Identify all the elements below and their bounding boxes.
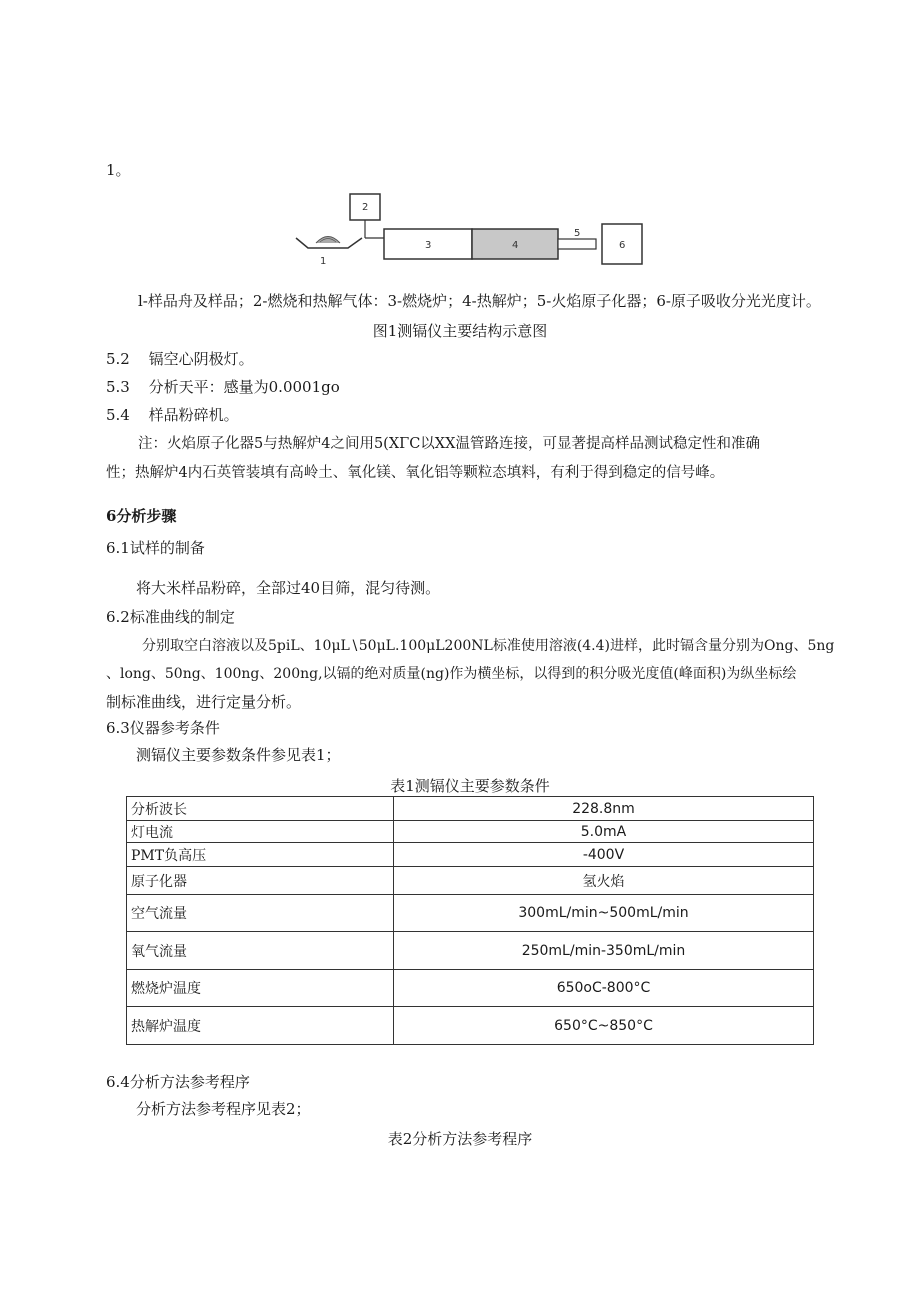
section-6-3-title: 6.3仪器参考条件 (106, 719, 220, 737)
table-row (127, 932, 814, 970)
section-6-2-line-1: 分别取空白溶液以及5piL、10μL∖50μL.100μL200NL标准使用溶液(4.4)进样，此时镉含量分别为Ong、5ng (142, 638, 835, 654)
label-4: 4 (512, 240, 519, 251)
param-name: 灯电流 (127, 821, 394, 843)
param-name: 原子化器 (127, 867, 394, 895)
instrument-structure-diagram (290, 186, 650, 270)
param-value: 650°C~850°C (394, 1007, 814, 1045)
param-name: 分析波长 (127, 797, 394, 821)
section-6-4-text: 分析方法参考程序见表2； (136, 1100, 311, 1118)
param-name: PMT负高压 (127, 843, 394, 867)
section-6-2-line-2: 、long、50ng、100ng、200ng,以镉的绝对质量(ng)作为横坐标，以得到的积分吸光度值(峰面积)为纵坐标绘 (106, 666, 797, 682)
section-6-3-text: 测镉仪主要参数条件参见表1； (136, 746, 341, 764)
section-6-title: 6分析步骤 (106, 507, 177, 525)
table-row (127, 970, 814, 1007)
page-top-fragment: 1。 (106, 161, 131, 179)
table-row (127, 797, 814, 821)
item-text: 样品粉碎机。 (148, 406, 239, 424)
item-5-4 (106, 405, 239, 425)
item-text: 分析天平：感量为0.0001go (148, 378, 340, 396)
section-6-2-title: 6.2标准曲线的制定 (106, 608, 235, 626)
label-3: 3 (425, 240, 432, 251)
table-row (127, 895, 814, 932)
label-5: 5 (574, 228, 581, 239)
note-line-2: 性；热解炉4内石英管装填有高岭土、氧化镁、氧化铝等颗粒态填料，有利于得到稳定的信号峰。 (106, 465, 725, 481)
table-row (127, 843, 814, 867)
sample-boat (296, 237, 362, 249)
figure-legend: l-样品舟及样品；2-燃烧和热解气体：3-燃烧炉；4-热解炉；5-火焰原子化器；6-原子吸收分光光度计。 (138, 292, 821, 310)
table-row (127, 867, 814, 895)
param-value: 氢火焰 (394, 867, 814, 895)
param-name: 空气流量 (127, 895, 394, 932)
item-text: 镉空心阴极灯。 (148, 350, 254, 368)
section-6-4-title: 6.4分析方法参考程序 (106, 1073, 250, 1091)
param-name: 燃烧炉温度 (127, 970, 394, 1007)
param-value: 228.8nm (394, 797, 814, 821)
param-value: 650oC-800°C (394, 970, 814, 1007)
note-line-1: 注：火焰原子化器5与热解炉4之间用5(XΓC以XX温管路连接，可显著提高样品测试稳定性和准确 (138, 436, 760, 452)
table-row (127, 821, 814, 843)
figure-caption: 图1测镉仪主要结构示意图 (372, 322, 548, 340)
item-number: 5.2 (106, 350, 130, 368)
item-5-2 (106, 349, 254, 369)
param-value: 5.0mA (394, 821, 814, 843)
param-name: 氧气流量 (127, 932, 394, 970)
param-value: -400V (394, 843, 814, 867)
parameter-table (126, 796, 814, 1045)
flame-atomizer (558, 239, 596, 249)
section-6-2-line-3: 制标准曲线，进行定量分析。 (106, 693, 302, 711)
label-6: 6 (619, 240, 626, 251)
table-2-caption: 表2分析方法参考程序 (387, 1130, 533, 1148)
table-1-caption: 表1测镉仪主要参数条件 (390, 777, 550, 795)
label-1: 1 (320, 256, 327, 267)
param-name: 热解炉温度 (127, 1007, 394, 1045)
table-row (127, 1007, 814, 1045)
section-6-1-text: 将大米样品粉碎，全部过40目筛，混匀待测。 (136, 579, 441, 597)
section-6-1-title: 6.1试样的制备 (106, 539, 205, 557)
label-2: 2 (362, 202, 369, 213)
param-value: 250mL/min-350mL∕min (394, 932, 814, 970)
param-value: 300mL/min~500mL/min (394, 895, 814, 932)
item-5-3 (106, 377, 340, 397)
item-number: 5.3 (106, 378, 130, 396)
item-number: 5.4 (106, 406, 130, 424)
